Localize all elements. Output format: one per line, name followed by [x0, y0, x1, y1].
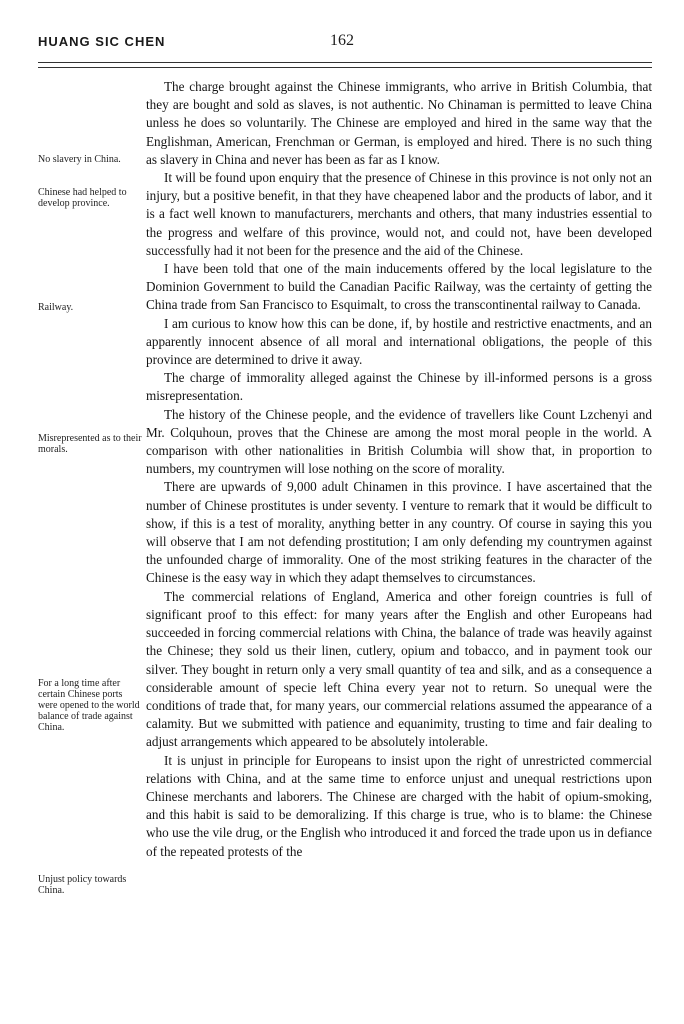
- running-head: HUANG SIC CHEN: [38, 34, 166, 49]
- sidenote-unjust-policy: Unjust policy towards China.: [38, 874, 127, 896]
- paragraph: The charge brought against the Chinese immigrants, who arrive in British Columbia, that they are bought and sold as slaves, is not authentic. No Chinaman is permitted to leave China unless he does so voluntarily. The Chinese are employed and hired in the same way that the Englishman, American, Frenchman or German, is employed and hired. There is no such thing as slavery in China and never has been as far as I know.: [146, 79, 652, 167]
- page-header: [38, 30, 652, 52]
- paragraph: I have been told that one of the main inducements offered by the local legislature to the Dominion Government to build the Canadian Pacific Railway, was the certainty of getting the China trade from San Francisco to Esquimalt, to cross the transcontinental railway to Canada.: [146, 261, 652, 313]
- header-rule-double: [38, 67, 652, 68]
- sidenote-no-slavery: No slavery in China.: [38, 154, 121, 165]
- body-text: [146, 78, 652, 861]
- paragraph: The commercial relations of England, America and other foreign countries is full of significant proof to this effect: for many years after the English and other Europeans had succeeded in forcing commercial relations with China, the balance of trade was heavily against the Chinese; they sold us their linen, cutlery, opium and tobacco, and in payment took our silver. They bought in return only a very small quantity of tea and silk, and as a consequence a considerable amount of specie left China every year not to return. So unequal were the conditions of trade that, for many years, our commercial relations assumed the appearance of a calamity. But we submitted with patience and equanimity, trusting to time and fair dealing to adjust arrangements which appeared to be absolutely intolerable.: [146, 588, 652, 750]
- paragraph: There are upwards of 9,000 adult Chinamen in this province. I have ascertained that the number of Chinese prostitutes is under seventy. I venture to remark that it would be difficult to show, if this is a test of morality, anything better in any country. Of course in saying this you will observe that I am not defending prostitution; I am only defending my countrymen against the unfounded charge of immorality. One of the most striking features in the character of the Chinese is the easy way in which they adapt themselves to circumstances.: [146, 479, 652, 586]
- paragraph: It is unjust in principle for Europeans to insist upon the right of unrestricted commercial relations with China, and at the same time to enforce unjust and unequal restrictions upon Chinese merchants and laborers. The Chinese are charged with the habit of opium-smoking, and this habit is said to be demoralizing. If this charge is true, who is to blame: the Chinese who use the vile drug, or the English who introduced it and forced the trade upon us in defiance of the repeated protests of the: [146, 752, 652, 859]
- paragraph: The history of the Chinese people, and the evidence of travellers like Count Lzchenyi and Mr. Colquhoun, proves that the Chinese are among the most moral people in the world. A comparison with other nationalities in British Columbia will show that, in proportion to numbers, my countrymen will lose nothing on the score of morality.: [146, 406, 652, 477]
- page-number: 162: [330, 32, 354, 49]
- header-rule: [38, 62, 652, 63]
- paragraph: I am curious to know how this can be done, if, by hostile and restrictive enactments, and an apparently innocent absence of all moral and international obligations, the people of this province are determined to drive it away.: [146, 315, 652, 368]
- sidenote-railway: Railway.: [38, 302, 74, 313]
- sidenote-helped-develop: Chinese had helped to develop province.: [38, 187, 127, 209]
- paragraph: The charge of immorality alleged against the Chinese by ill-informed persons is a gross misrepresentation.: [146, 370, 652, 404]
- sidenote-balance-of-trade: For a long time after certain Chinese ports were opened to the world balance of trade against China.: [38, 678, 140, 733]
- sidenote-morals: Misrepresented as to their morals.: [38, 433, 142, 455]
- paragraph: It will be found upon enquiry that the presence of Chinese in this province is not only not an injury, but a positive benefit, in that they have cheapened labor and the products of labor, and it is a fact well known to manufacturers, merchants and others, that many industries essential to the progress and welfare of this province, would not, and could not, have been developed successfully had it not been for the presence and the aid of the Chinese.: [146, 170, 652, 258]
